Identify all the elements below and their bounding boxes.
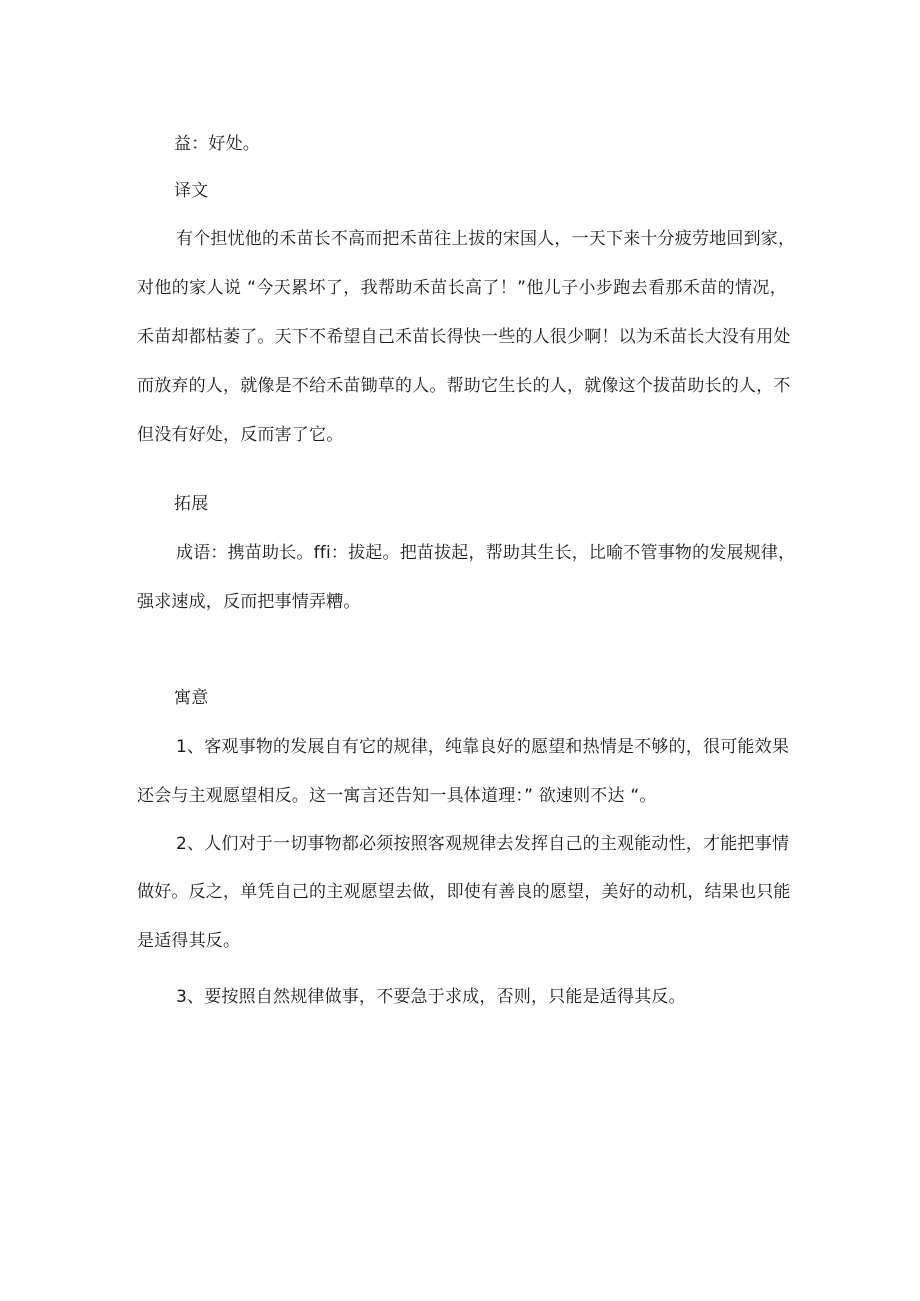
moral-point2-line-1: 2、人们对于一切事物都必须按照客观规律去发挥自己的主观能动性，才能把事情 [176, 834, 790, 854]
moral-point1-line-1: 1、客观事物的发展自有它的规律，纯靠良好的愿望和热情是不够的，很可能效果 [176, 737, 790, 757]
translation-line-4: 而放弃的人，就像是不给禾苗锄草的人。帮助它生长的人，就像这个拔苗助长的人，不 [137, 376, 791, 396]
translation-heading: 译文 [174, 181, 209, 201]
translation-line-5: 但没有好处，反而害了它。 [137, 425, 344, 445]
translation-line-1: 有个担忧他的禾苗长不高而把禾苗往上拔的宋国人，一天下来十分疲劳地回到家， [176, 229, 796, 249]
translation-line-2: 对他的家人说 “今天累坏了，我帮助禾苗长高了！”他儿子小步跑去看那禾苗的情况， [137, 278, 787, 298]
extension-line-1: 成语：携苗助长。ffi：拔起。把苗拔起，帮助其生长，比喻不管事物的发展规律， [176, 543, 796, 563]
definition-line: 益：好处。 [174, 134, 260, 154]
moral-heading: 寓意 [174, 688, 209, 708]
moral-point2-line-3: 是适得其反。 [137, 931, 241, 951]
extension-heading: 拓展 [174, 494, 209, 514]
moral-point1-line-2: 还会与主观愿望相反。这一寓言还告知一具体道理：” 欲速则不达 “。 [137, 786, 657, 806]
moral-point2-line-2: 做好。反之，单凭自己的主观愿望去做，即使有善良的愿望，美好的动机，结果也只能 [137, 882, 791, 902]
moral-point3-line-1: 3、要按照自然规律做事，不要急于求成，否则，只能是适得其反。 [176, 987, 686, 1007]
extension-line-2: 强求速成，反而把事情弄糟。 [137, 592, 361, 612]
translation-line-3: 禾苗却都枯萎了。天下不希望自己禾苗长得快一些的人很少啊！以为禾苗长大没有用处 [137, 327, 791, 347]
